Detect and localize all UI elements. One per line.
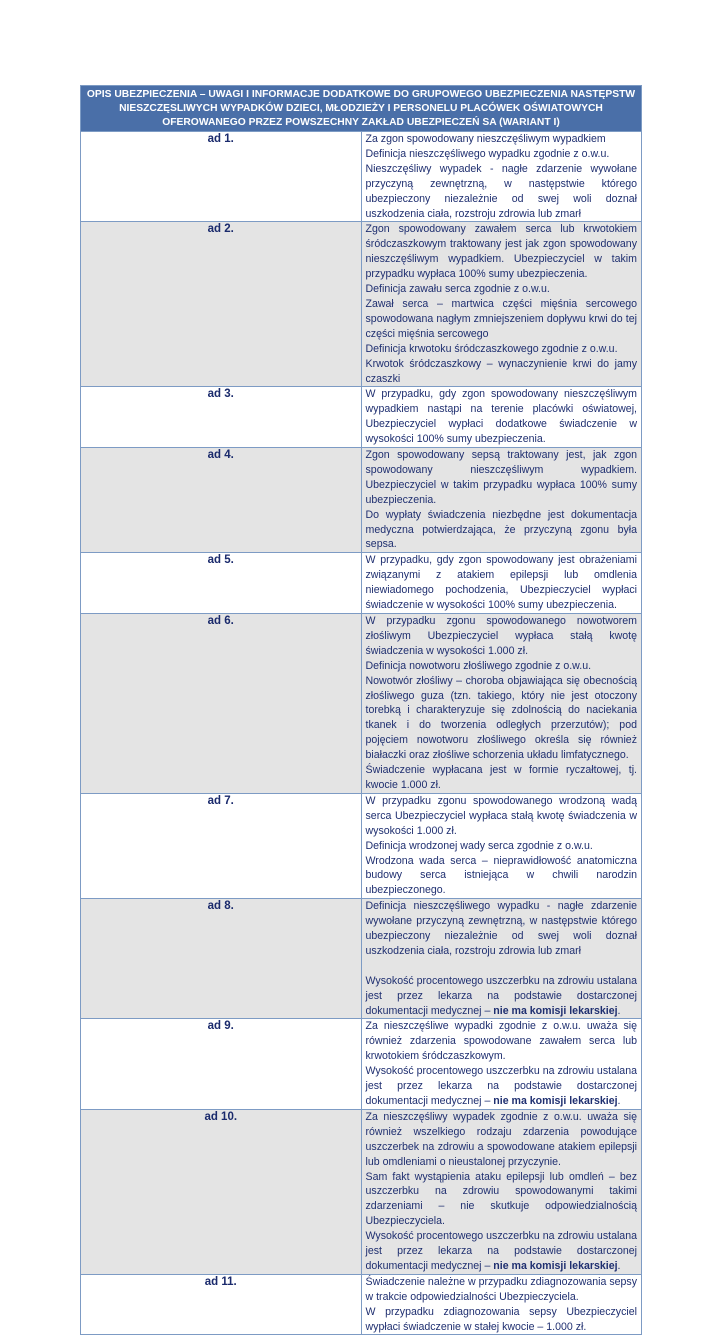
row-text-line: Nieszczęśliwy wypadek - nagłe zdarzenie wywołane przyczyną zewnętrzną, w następstwie którego ubezpieczony niezależnie od swej woli doznał uszkodzenia ciała, rozstroju zdrowia lub zmarł [365, 162, 637, 220]
table-row [81, 387, 642, 448]
table-row [81, 1274, 642, 1335]
row-text-line: Za nieszczęśliwy wypadek zgodnie z o.w.u. uważa się również wszelkiego rodzaju zdarzenia powodujące uszczerbek na zdrowiu a spowodowane atakiem epilepsji lub omdleniami o nieustalonej przyczynie. [365, 1110, 637, 1168]
row-text [361, 1274, 642, 1335]
row-label: ad 1. [81, 132, 362, 222]
row-text [361, 132, 642, 222]
table-row [81, 222, 642, 387]
table-row [81, 899, 642, 1019]
row-text-line: Zgon spowodowany sepsą traktowany jest, jak zgon spowodowany nieszczęśliwym wypadkiem. Ubezpieczyciel w takim przypadku wypłaca 100% sumy ubezpieczenia. [365, 449, 637, 506]
row-text-line: Definicja nowotworu złośliwego zgodnie z o.w.u. [365, 659, 592, 672]
row-label: ad 7. [81, 793, 362, 898]
no-medical-board-note: nie ma komisji lekarskiej [493, 1004, 618, 1017]
row-text [361, 899, 642, 1019]
row-label: ad 8. [81, 899, 362, 1019]
row-label: ad 3. [81, 387, 362, 448]
row-text [361, 448, 642, 553]
no-medical-board-note: nie ma komisji lekarskiej [493, 1259, 618, 1272]
row-text [361, 614, 642, 794]
row-text-line: W przypadku zgonu spowodowanego nowotworem złośliwym Ubezpieczyciel wypłaca stałą kwotę świadczenia w wysokości 1.000 zł. [365, 615, 637, 657]
row-text-line: Zgon spowodowany zawałem serca lub krwotokiem śródczaszkowym traktowany jest jak zgon spowodowany nieszczęśliwym wypadkiem. Ubezpieczyciel w takim przypadku wypłaca 100% sumy ubezpieczenia. [365, 223, 637, 281]
table-row [81, 553, 642, 614]
row-text [361, 1109, 642, 1274]
row-text-line: W przypadku zgonu spowodowanego wrodzoną wadą serca Ubezpieczyciel wypłaca stałą kwotę świadczenia w wysokości 1.000 zł. [365, 794, 637, 837]
row-text-line: Definicja wrodzonej wady serca zgodnie z o.w.u. [365, 839, 593, 852]
row-text-line: Świadczenie wypłacana jest w formie ryczałtowej, tj. kwocie 1.000 zł. [365, 764, 637, 791]
assessment-note: Wysokość procentowego uszczerbku na zdrowiu ustalana jest przez lekarza na podstawie dostarczonej dokumentacji medycznej – nie ma komisji lekarskiej. [365, 1065, 637, 1107]
row-text-line: Zawał serca – martwica części mięśnia sercowego spowodowana nagłym zmniejszeniem dopływu krwi do tej części mięśnia sercowego [365, 297, 637, 340]
table-row [81, 614, 642, 794]
row-text-line: W przypadku, gdy zgon spowodowany nieszczęśliwym wypadkiem nastąpi na terenie placówki oświatowej, Ubezpieczyciel wypłaci dodatkowe świadczenie w wysokości 100% sumy ubezpieczenia. [365, 388, 637, 446]
row-text-line: W przypadku, gdy zgon spowodowany jest obrażeniami związanymi z atakiem epilepsji lub omdlenia niewiadomego pochodzenia, Ubezpieczyciel wypłaci świadczenie w wysokości 100% sumy ubezpieczenia. [365, 554, 637, 612]
row-text-line: Krwotok śródczaszkowy – wynaczynienie krwi do jamy czaszki [365, 357, 637, 385]
row-text-line: Świadczenie należne w przypadku zdiagnozowania sepsy w trakcie odpowiedzialności Ubezpieczyciela. [365, 1275, 637, 1303]
row-text [361, 387, 642, 448]
table-row [81, 1109, 642, 1274]
row-text-line: Definicja zawału serca zgodnie z o.w.u. [365, 283, 550, 296]
blank-line [366, 959, 638, 974]
assessment-note-text: Wysokość procentowego uszczerbku na zdrowiu ustalana jest przez lekarza na podstawie dostarczonej dokumentacji medycznej – [365, 1230, 637, 1272]
table-row [81, 132, 642, 222]
row-label: ad 2. [81, 222, 362, 387]
no-medical-board-note: nie ma komisji lekarskiej [493, 1094, 618, 1107]
row-label: ad 6. [81, 614, 362, 794]
insurance-description-sheet [80, 85, 642, 1335]
assessment-note-text: Wysokość procentowego uszczerbku na zdrowiu ustalana jest przez lekarza na podstawie dostarczonej dokumentacji medycznej – [365, 1065, 637, 1107]
row-label: ad 5. [81, 553, 362, 614]
row-text-line: Wrodzona wada serca – nieprawidłowość anatomiczna budowy serca istniejąca w chwili narodzin ubezpieczonego. [365, 854, 637, 897]
row-label: ad 10. [81, 1109, 362, 1274]
row-text [361, 553, 642, 614]
row-text-line: Definicja krwotoku śródczaszkowego zgodnie z o.w.u. [365, 342, 618, 355]
table-row [81, 1019, 642, 1109]
row-text-line: Za nieszczęśliwe wypadki zgodnie z o.w.u. uważa się również zdarzenia spowodowane zawałem serca lub krwotokiem śródczaszkowym. [365, 1020, 637, 1063]
row-text-line: Za zgon spowodowany nieszczęśliwym wypadkiem [365, 133, 606, 145]
row-label: ad 4. [81, 448, 362, 553]
row-label: ad 9. [81, 1019, 362, 1109]
table-row [81, 448, 642, 553]
row-text-line: Definicja nieszczęśliwego wypadku - nagłe zdarzenie wywołane przyczyną zewnętrzną, w następstwie którego ubezpieczony niezależnie od swej woli doznał uszkodzenia ciała, rozstroju zdrowia lub zmarł [365, 900, 637, 957]
assessment-note: Wysokość procentowego uszczerbku na zdrowiu ustalana jest przez lekarza na podstawie dostarczonej dokumentacji medycznej – nie ma komisji lekarskiej. [365, 974, 637, 1017]
header-line-2: NIESZCZĘSLIWYCH WYPADKÓW DZIECI, MŁODZIEŻY I PERSONELU PLACÓWEK OŚWIATOWYCH [119, 103, 603, 114]
assessment-note-text: Wysokość procentowego uszczerbku na zdrowiu ustalana jest przez lekarza na podstawie dostarczonej dokumentacji medycznej – [365, 974, 637, 1017]
row-label: ad 11. [81, 1274, 362, 1335]
row-text-line: Do wypłaty świadczenia niezbędne jest dokumentacja medyczna potwierdzająca, że przyczyną zgonu była sepsa. [365, 508, 637, 551]
assessment-note: Wysokość procentowego uszczerbku na zdrowiu ustalana jest przez lekarza na podstawie dostarczonej dokumentacji medycznej – nie ma komisji lekarskiej. [365, 1230, 637, 1272]
row-text-line: Sam fakt wystąpienia ataku epilepsji lub omdleń – bez uszczerbku na zdrowiu spowodowanymi takimi zdarzeniami – nie skutkuje odpowiedzialnością Ubezpieczyciela. [365, 1170, 637, 1228]
row-text-line: Nowotwór złośliwy – choroba objawiająca się obecnością złośliwego guza (tzn. takiego, który nie jest otoczony torebką i charakteryzuje się zdolnością do naciekania tkanek i do tworzenia odległych przerzutów); pod pojęciem nowotworu złośliwego określa się również białaczki oraz złośliwe schorzenia układu limfatycznego. [365, 674, 637, 762]
header-line-1: OPIS UBEZPIECZENIA – UWAGI I INFORMACJE DODATKOWE DO GRUPOWEGO UBEZPIECZENIA NASTĘPSTW [86, 89, 636, 100]
row-text [361, 793, 642, 898]
header-line-3: OFEROWANEGO PRZEZ POWSZECHNY ZAKŁAD UBEZPIECZEŃ SA (WARIANT I) [162, 117, 560, 128]
row-text [361, 1019, 642, 1109]
table-header-row [81, 86, 642, 132]
row-text-line: Definicja nieszczęśliwego wypadku zgodnie z o.w.u. [365, 147, 610, 160]
insurance-notes-table [80, 85, 642, 1335]
row-text [361, 222, 642, 387]
table-header-title [81, 86, 642, 132]
table-row [81, 793, 642, 898]
row-text-line: W przypadku zdiagnozowania sepsy Ubezpieczyciel wypłaci świadczenie w stałej kwocie – 1.000 zł. [365, 1305, 637, 1333]
